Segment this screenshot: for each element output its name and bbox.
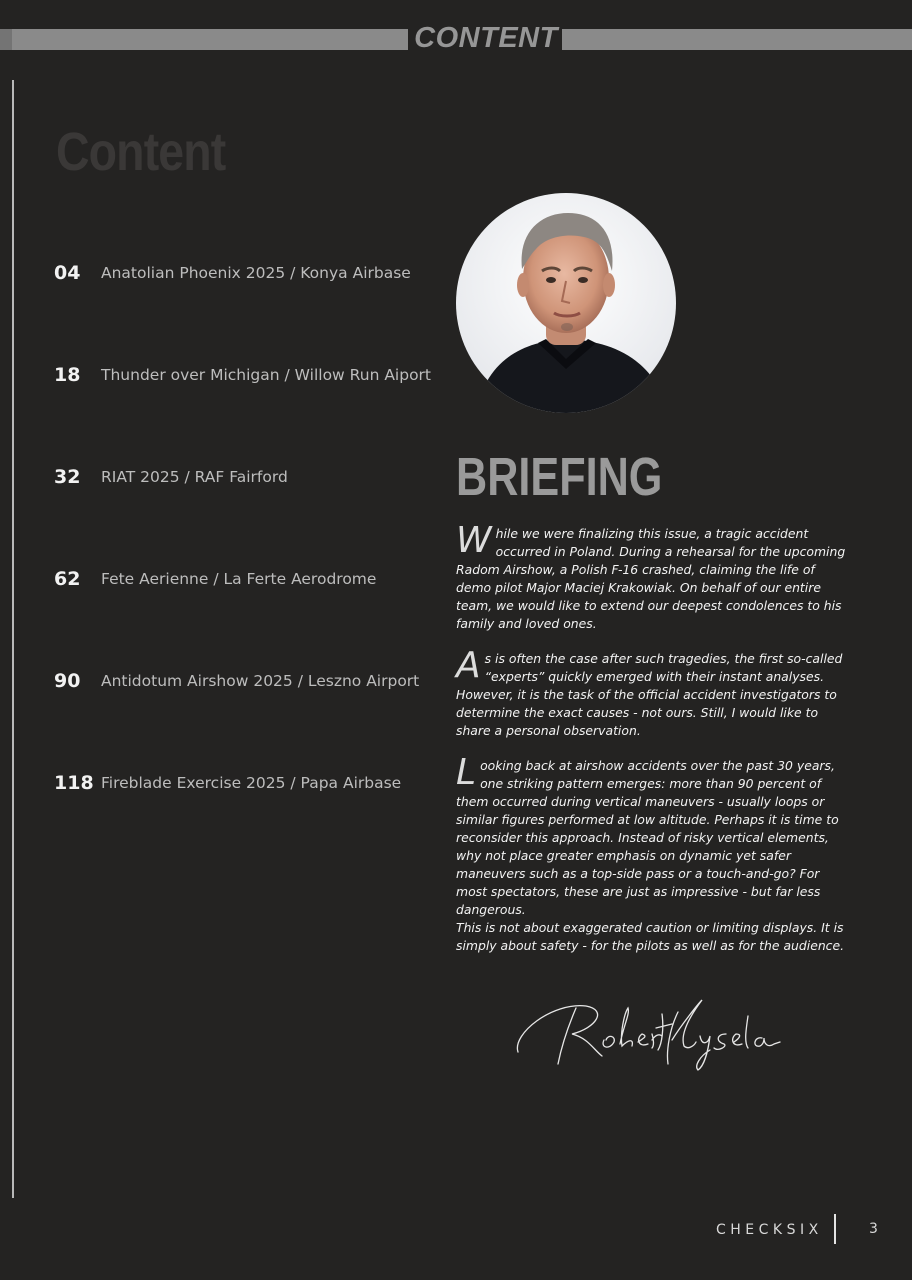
toc-page-number: 62	[54, 568, 81, 590]
paragraph-text: This is not about exaggerated caution or limiting displays. It is simply about safety - for the pilots as well as for the audience.	[456, 920, 845, 953]
briefing-paragraph	[456, 752, 846, 955]
header-section-label: CONTENT	[414, 22, 558, 54]
page-title: Content	[56, 122, 226, 182]
dropcap: W	[456, 520, 492, 561]
toc-page-number: 118	[54, 772, 94, 794]
footer-divider	[834, 1214, 836, 1244]
toc-title: Fete Aerienne / La Ferte Aerodrome	[101, 570, 377, 588]
briefing-heading: BRIEFING	[456, 447, 663, 507]
paragraph-text: ooking back at airshow accidents over the past 30 years, one striking pattern emerges: more than 90 percent of them occurred during vertical maneuvers - usually loops or similar figures performed at low altitude. Perhaps it is time to reconsider this approach. Instead of risky vertical elements, why not place greater emphasis on dynamic yet safer maneuvers such as a top-side pass or a touch-and-go? For most spectators, these are just as impressive - but far less dangerous.	[456, 758, 839, 917]
author-signature	[512, 994, 782, 1074]
toc-page-number: 32	[54, 466, 81, 488]
header-bar-left	[0, 29, 408, 50]
paragraph-text: s is often the case after such tragedies, the first so-called “experts” quickly emerged with their instant analyses. However, it is the task of the official accident investigators to determine the exact causes - not ours. Still, I would like to share a personal observation.	[456, 651, 843, 738]
toc-title: Anatolian Phoenix 2025 / Konya Airbase	[101, 264, 411, 282]
paragraph-text: hile we were finalizing this issue, a tragic accident occurred in Poland. During a rehearsal for the upcoming Radom Airshow, a Polish F-16 crashed, claiming the life of demo pilot Major Maciej Krakowiak. On behalf of our entire team, we would like to extend our deepest condolences to his family and loved ones.	[456, 526, 846, 631]
footer-page-number: 3	[869, 1221, 878, 1237]
header-bar-right	[562, 29, 912, 50]
toc-page-number: 90	[54, 670, 81, 692]
briefing-paragraph	[456, 520, 846, 633]
author-portrait	[456, 193, 676, 413]
left-vertical-rule	[12, 80, 14, 1198]
toc-title: RIAT 2025 / RAF Fairford	[101, 468, 288, 486]
toc-title: Antidotum Airshow 2025 / Leszno Airport	[101, 672, 420, 690]
toc-title: Fireblade Exercise 2025 / Papa Airbase	[101, 774, 402, 792]
dropcap: A	[456, 645, 481, 686]
toc-page-number: 18	[54, 364, 81, 386]
dropcap: L	[456, 752, 477, 793]
briefing-paragraph	[456, 645, 846, 740]
toc-title: Thunder over Michigan / Willow Run Aiport	[101, 366, 431, 384]
footer-brand: CHECKSIX	[716, 1222, 823, 1238]
header-bar	[0, 22, 912, 54]
toc-page-number: 04	[54, 262, 81, 284]
